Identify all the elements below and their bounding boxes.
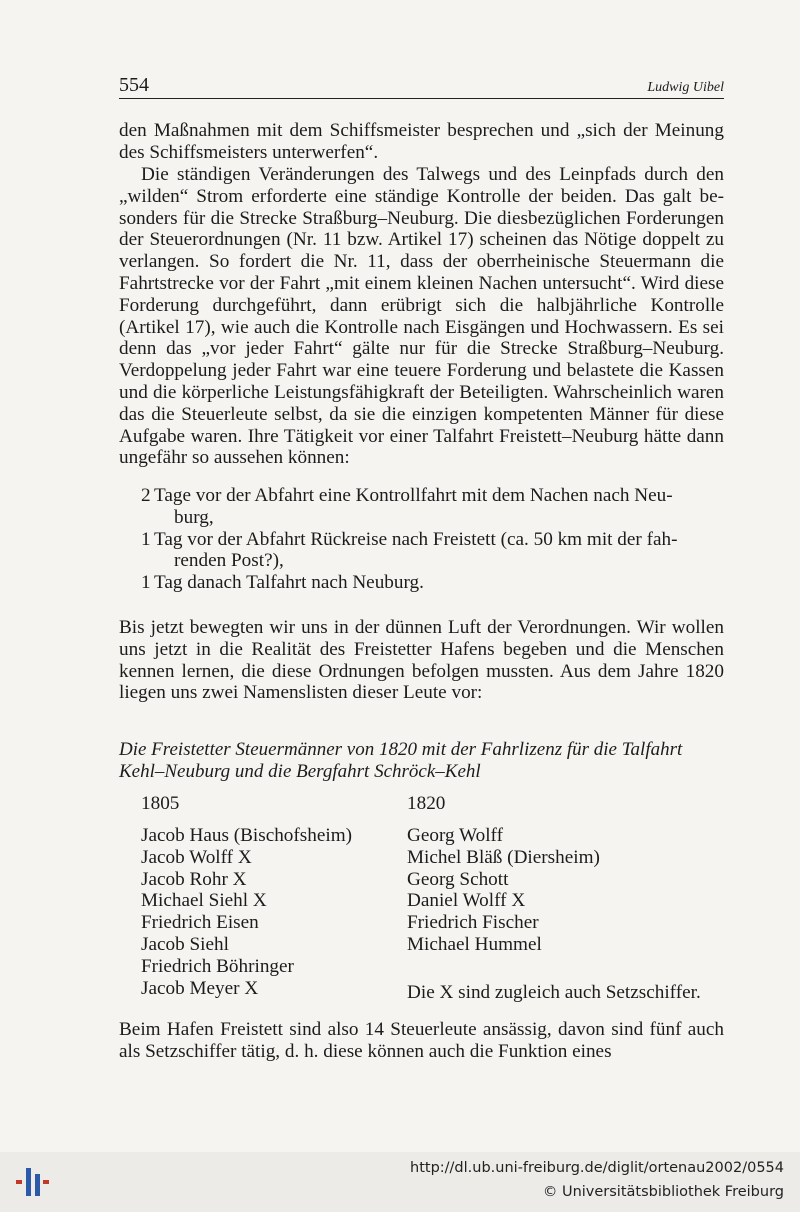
list-item [141, 485, 724, 529]
names-column-1805 [141, 825, 352, 999]
column-year-1805: 1805 [141, 793, 180, 814]
list-item-text: Tag vor der Abfahrt Rückreise nach Freistett (ca. 50 km mit der fah- [154, 528, 678, 550]
list-item: Daniel Wolff X [407, 890, 526, 912]
paragraph-4 [119, 1019, 724, 1063]
list-item: Jacob Wolff X [141, 846, 252, 868]
list-item: Friedrich Fischer [407, 912, 539, 934]
library-logo-icon [12, 1162, 52, 1202]
list-item: Jacob Siehl [141, 933, 229, 955]
permalink-link[interactable]: http://dl.ub.uni-freiburg.de/diglit/ortenau2002/0554 [410, 1160, 784, 1176]
list-item: Georg Schott [407, 868, 509, 890]
paragraph-1 [119, 120, 724, 164]
list-item: Michel Bläß (Diersheim) [407, 846, 600, 868]
list-item-number: 2 [141, 485, 151, 506]
list-item-continuation: renden Post?), [174, 550, 284, 572]
paragraph-2 [119, 164, 724, 469]
list-item [141, 529, 724, 573]
list-item-number: 1 [141, 528, 151, 550]
list-item-text: Tag danach Talfahrt nach Neuburg. [154, 572, 424, 594]
list-item-continuation: burg, [174, 506, 214, 528]
list-item: Michael Siehl X [141, 890, 267, 912]
copyright-text: © Universitätsbibliothek Freiburg [542, 1184, 784, 1200]
paragraph-3 [119, 617, 724, 704]
paragraph-3-text: Bis jetzt bewegten wir uns in der dünnen Luft der Verordnungen. Wir wollen uns jetzt in die Realität des Freistetter Hafens begeben und die Menschen kennen lernen, die diese Ordnungen befolgen mussten. Aus dem Jahre 1820 liegen uns zwei Namenslisten dieser Leute vor: [119, 617, 724, 704]
list-item: Georg Wolff [407, 825, 503, 846]
paragraph-1-text: den Maßnahmen mit dem Schiffsmeister besprechen und „sich der Meinung des Schiffsmeisters unterwerfen“. [119, 120, 724, 163]
paragraph-4-text: Beim Hafen Freistett sind also 14 Steuerleute ansässig, davon sind fünf auch als Setzschiffer tätig, d. h. diese können auch die Funktion eines [119, 1019, 724, 1062]
running-title: Ludwig Uibel [647, 80, 724, 95]
list-item-number: 1 [141, 572, 151, 594]
viewer-footer [0, 1152, 800, 1212]
paragraph-2-text: Die ständigen Veränderungen des Talwegs und des Leinpfads durch den „wilden“ Strom erforderte eine ständige Kontrolle der beiden. Das galt besonders für die Strecke Straßburg–Neuburg. Die diesbezüglichen Forderungen der Steuerordnungen (Nr. 11 bzw. Artikel 17) scheinen das Nötige doppelt zu verlangen. So fordert die Nr. 11, dass der oberrheinische Steuermann die Fahrtstrecke vor der Fahrt „mit einem kleinen Nachen untersucht“. Wird diese Forderung durchgeführt, dann erübrigt sich die halbjährliche Kontrolle (Artikel 17), wie auch die Kontrolle nach Eisgängen und Hochwassern. Es sei denn das „vor jeder Fahrt“ gälte nur für die Strecke Straßburg–Neuburg. Verdoppelung jeder Fahrt war eine teuere Forderung und belastete die Kassen und die körperliche Leistungsfähigkraft der Beteiligten. Wahrscheinlich waren das die Steuerleute selbst, da sie die einzigen kompetenten Männer für diese Aufgabe waren. Ihre Tätigkeit vor einer Talfahrt Freistett–Neuburg hätte dann ungefähr so aussehen können: [119, 164, 724, 469]
setzschiffer-note: Die X sind zugleich auch Setzschiffer. [407, 982, 701, 1003]
column-year-1820: 1820 [407, 793, 446, 814]
list-item: Friedrich Böhringer [141, 955, 294, 977]
list-item-text: Tage vor der Abfahrt eine Kontrollfahrt mit dem Nachen nach Neu- [154, 485, 673, 506]
names-column-1820 [407, 825, 600, 956]
running-head [119, 72, 724, 99]
list-item [141, 572, 724, 594]
list-item: Jacob Rohr X [141, 868, 247, 890]
list-item: Friedrich Eisen [141, 912, 259, 934]
list-item: Jacob Haus (Bischofsheim) [141, 825, 353, 846]
list-item: Jacob Meyer X [141, 977, 259, 999]
table-caption: Die Freistetter Steuermänner von 1820 mit der Fahrlizenz für die Talfahrt Kehl–Neuburg und die Bergfahrt Schröck–Kehl [119, 739, 683, 782]
list-item: Michael Hummel [407, 933, 542, 955]
page-number: 554 [119, 74, 149, 96]
schedule-list [141, 485, 724, 594]
